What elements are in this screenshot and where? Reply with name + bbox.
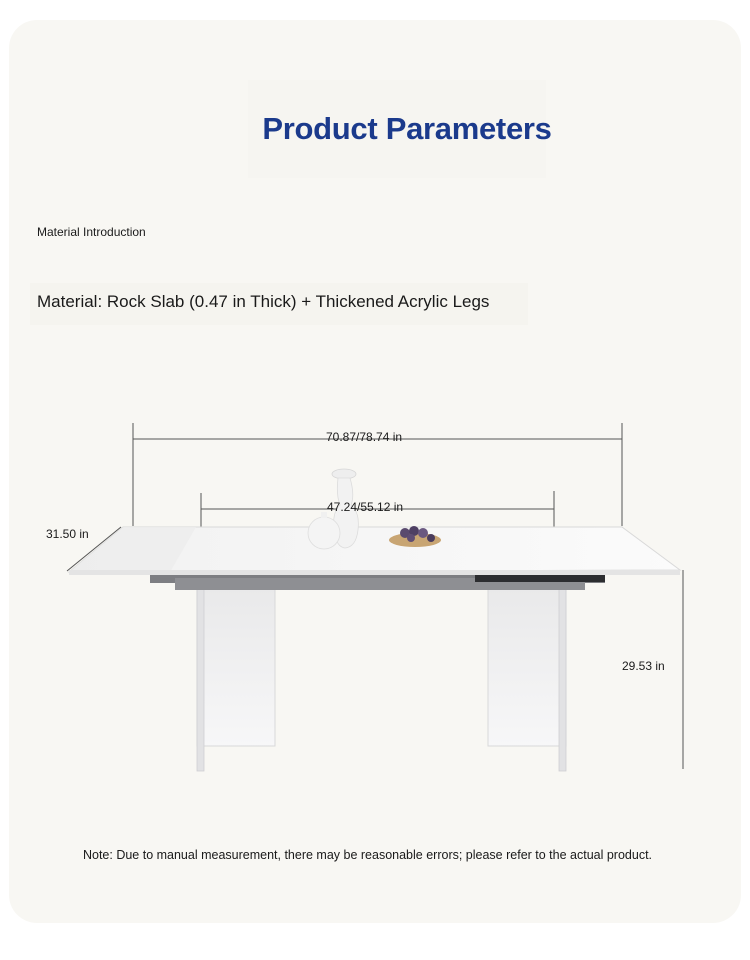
- material-description: Material: Rock Slab (0.47 in Thick) + Thickened Acrylic Legs: [37, 292, 490, 311]
- depth-label: 31.50 in: [46, 527, 89, 541]
- table-legs: [197, 588, 566, 771]
- section-label: Material Introduction: [37, 225, 146, 239]
- height-label: 29.53 in: [622, 659, 665, 673]
- inner-length-label: 47.24/55.12 in: [327, 500, 404, 514]
- dimension-lines: [67, 423, 683, 769]
- table-top: [69, 527, 680, 575]
- disclaimer-note: Note: Due to manual measurement, there may be reasonable errors; please refer to the actual product.: [82, 848, 653, 862]
- overall-length-label: 70.87/78.74 in: [326, 430, 403, 444]
- page-title: Product Parameters: [262, 111, 552, 146]
- table-frame: [150, 574, 605, 590]
